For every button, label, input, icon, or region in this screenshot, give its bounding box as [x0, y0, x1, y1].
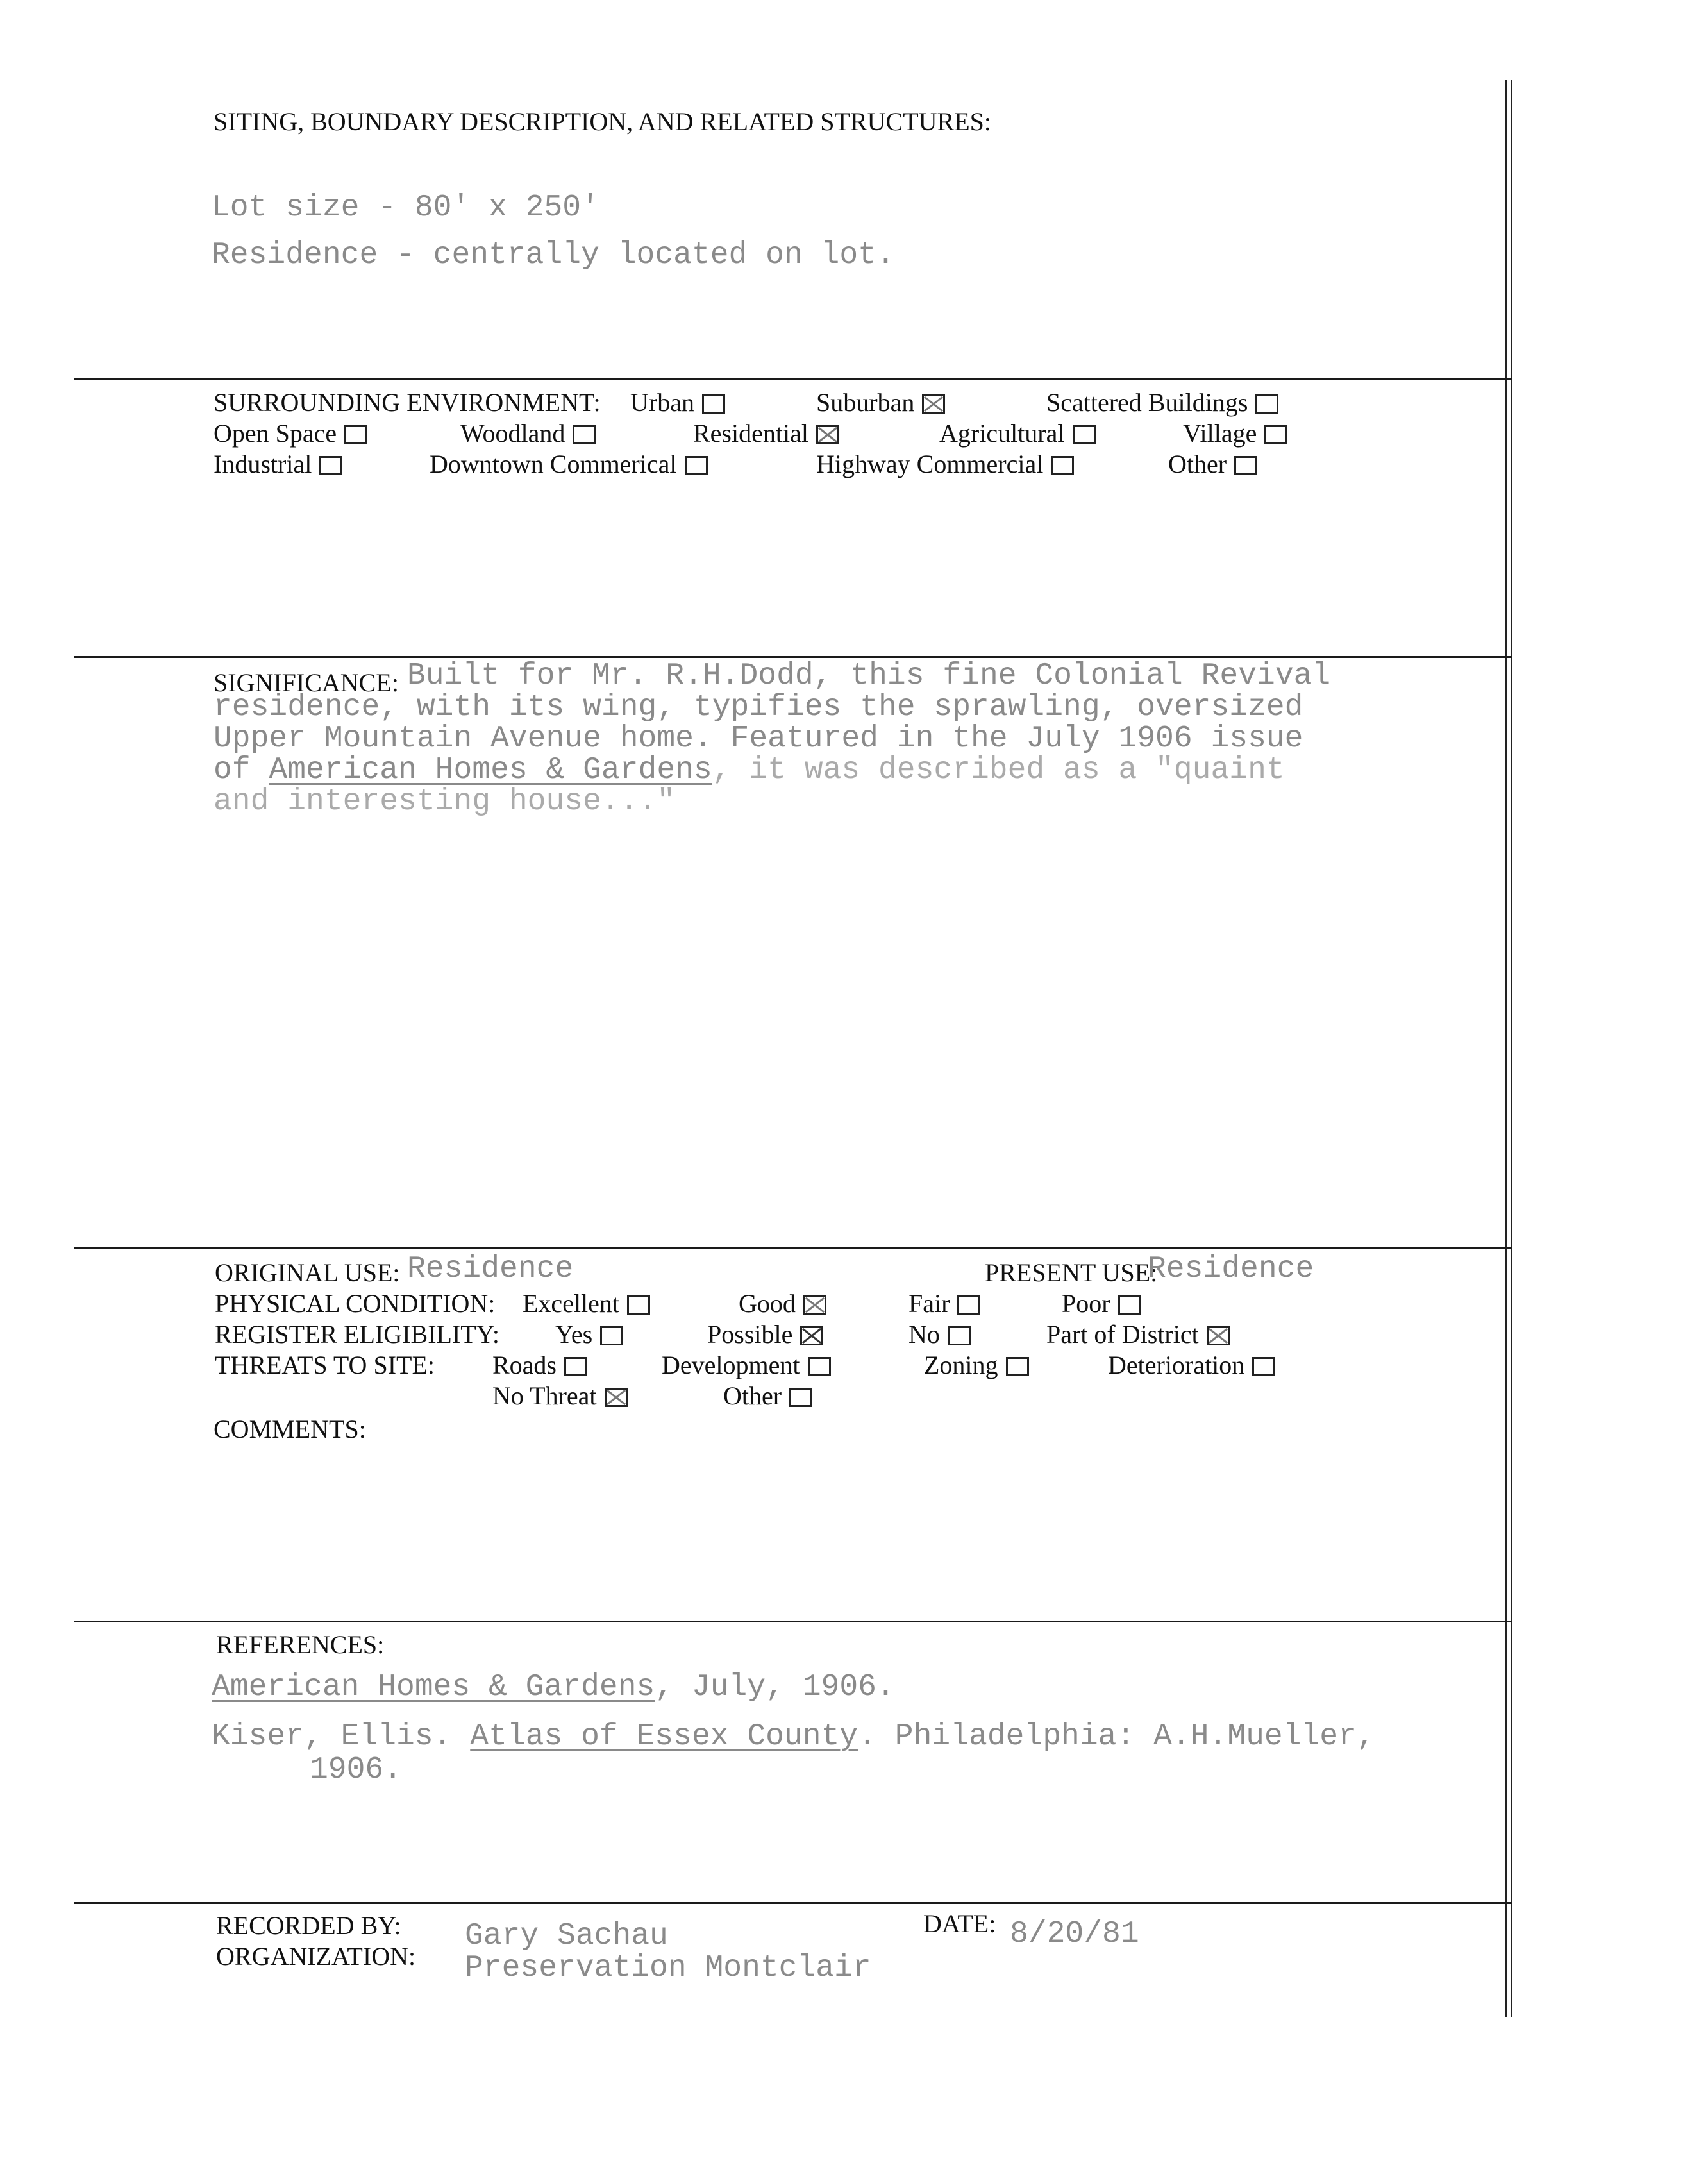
- checkbox[interactable]: [564, 1357, 587, 1376]
- env-option-scattered-buildings[interactable]: Scattered Buildings: [1046, 390, 1278, 416]
- right-margin-rule-inner: [1511, 80, 1512, 2017]
- condition-option-poor[interactable]: Poor: [1062, 1291, 1141, 1317]
- significance-heading: SIGNIFICANCE:: [214, 668, 399, 697]
- checkbox[interactable]: [1264, 425, 1287, 444]
- reference-2-year: 1906.: [310, 1753, 403, 1787]
- condition-option-good[interactable]: Good: [739, 1291, 826, 1317]
- present-use-value: Residence: [1148, 1252, 1314, 1286]
- eligibility-option-yes[interactable]: Yes: [555, 1322, 623, 1347]
- threat-option-deterioration[interactable]: Deterioration: [1108, 1352, 1275, 1378]
- condition-option-excellent[interactable]: Excellent: [523, 1291, 650, 1317]
- checkbox[interactable]: [948, 1326, 971, 1345]
- threat-option-development[interactable]: Development: [662, 1352, 831, 1378]
- env-option-open-space[interactable]: Open Space: [214, 421, 367, 446]
- checkbox-checked[interactable]: [803, 1295, 826, 1315]
- section-divider: [74, 1247, 1512, 1249]
- recorded-by-label: RECORDED BY:: [216, 1911, 401, 1940]
- section-divider: [74, 378, 1512, 380]
- significance-line-2: residence, with its wing, typifies the sprawling, oversized: [214, 690, 1303, 725]
- reference-2-title: Atlas of Essex County: [470, 1719, 858, 1754]
- checkbox-checked[interactable]: [605, 1388, 628, 1407]
- checkbox[interactable]: [319, 456, 342, 475]
- condition-option-fair[interactable]: Fair: [908, 1291, 980, 1317]
- env-option-residential[interactable]: Residential: [693, 421, 839, 446]
- checkbox[interactable]: [1051, 456, 1074, 475]
- checkbox[interactable]: [957, 1295, 980, 1315]
- siting-line-2: Residence - centrally located on lot.: [212, 238, 895, 273]
- references-heading: REFERENCES:: [216, 1630, 385, 1659]
- env-option-urban[interactable]: Urban: [630, 390, 725, 416]
- threat-option-other[interactable]: Other: [723, 1383, 812, 1409]
- publication-title: American Homes & Gardens: [269, 753, 712, 788]
- env-option-suburban[interactable]: Suburban: [816, 390, 945, 416]
- env-option-industrial[interactable]: Industrial: [214, 451, 342, 477]
- checkbox[interactable]: [627, 1295, 650, 1315]
- date-label: DATE:: [923, 1909, 996, 1938]
- checkbox[interactable]: [1234, 456, 1257, 475]
- checkbox-checked[interactable]: [816, 425, 839, 444]
- siting-heading: SITING, BOUNDARY DESCRIPTION, AND RELATED STRUCTURES:: [214, 107, 992, 136]
- checkbox[interactable]: [702, 394, 725, 414]
- threat-option-no-threat[interactable]: No Threat: [492, 1383, 628, 1409]
- comments-label: COMMENTS:: [214, 1415, 366, 1444]
- checkbox[interactable]: [344, 425, 367, 444]
- checkbox-checked[interactable]: [800, 1326, 823, 1345]
- env-option-downtown-commercial[interactable]: Downtown Commerical: [430, 451, 708, 477]
- eligibility-option-part-of-district[interactable]: Part of District: [1046, 1322, 1230, 1347]
- section-divider: [74, 1902, 1512, 1904]
- eligibility-option-no[interactable]: No: [908, 1322, 971, 1347]
- checkbox[interactable]: [573, 425, 596, 444]
- env-option-woodland[interactable]: Woodland: [460, 421, 596, 446]
- checkbox[interactable]: [600, 1326, 623, 1345]
- present-use-label: PRESENT USE:: [985, 1258, 1158, 1287]
- original-use-value: Residence: [407, 1252, 574, 1286]
- eligibility-option-possible[interactable]: Possible: [707, 1322, 823, 1347]
- env-option-village[interactable]: Village: [1183, 421, 1287, 446]
- env-option-highway-commercial[interactable]: Highway Commercial: [816, 451, 1074, 477]
- checkbox[interactable]: [1073, 425, 1096, 444]
- right-margin-rule: [1505, 80, 1507, 2017]
- section-divider: [74, 656, 1512, 658]
- recorder-name: Gary Sachau: [465, 1919, 668, 1953]
- checkbox[interactable]: [685, 456, 708, 475]
- env-option-agricultural[interactable]: Agricultural: [939, 421, 1096, 446]
- checkbox[interactable]: [1006, 1357, 1029, 1376]
- significance-line-5: and interesting house...": [214, 784, 676, 819]
- physical-condition-label: PHYSICAL CONDITION:: [215, 1289, 496, 1318]
- checkbox[interactable]: [808, 1357, 831, 1376]
- significance-line-3: Upper Mountain Avenue home. Featured in the July 1906 issue: [214, 721, 1303, 756]
- date-value: 8/20/81: [1010, 1917, 1139, 1951]
- checkbox[interactable]: [1255, 394, 1278, 414]
- env-option-other[interactable]: Other: [1168, 451, 1257, 477]
- section-divider: [74, 1621, 1512, 1622]
- checkbox[interactable]: [1118, 1295, 1141, 1315]
- reference-1: American Homes & Gardens, July, 1906.: [212, 1670, 895, 1705]
- significance-line-4: of American Homes & Gardens, it was described as a "quaint: [214, 753, 1285, 788]
- register-eligibility-label: REGISTER ELIGIBILITY:: [215, 1320, 500, 1349]
- significance-line-1: Built for Mr. R.H.Dodd, this fine Colonial Revival: [407, 659, 1331, 693]
- reference-2: Kiser, Ellis. Atlas of Essex County. Philadelphia: A.H.Mueller,: [212, 1719, 1375, 1754]
- checkbox-checked[interactable]: [922, 394, 945, 414]
- organization-label: ORGANIZATION:: [216, 1942, 416, 1971]
- reference-1-title: American Homes & Gardens: [212, 1670, 655, 1705]
- environment-heading: SURROUNDING ENVIRONMENT:: [214, 388, 601, 417]
- threat-option-zoning[interactable]: Zoning: [924, 1352, 1029, 1378]
- checkbox[interactable]: [789, 1388, 812, 1407]
- threats-label: THREATS TO SITE:: [215, 1351, 435, 1379]
- checkbox[interactable]: [1252, 1357, 1275, 1376]
- organization-name: Preservation Montclair: [465, 1951, 871, 1985]
- threat-option-roads[interactable]: Roads: [492, 1352, 587, 1378]
- original-use-label: ORIGINAL USE:: [215, 1258, 400, 1287]
- siting-line-1: Lot size - 80' x 250': [212, 190, 599, 225]
- checkbox-checked[interactable]: [1207, 1326, 1230, 1345]
